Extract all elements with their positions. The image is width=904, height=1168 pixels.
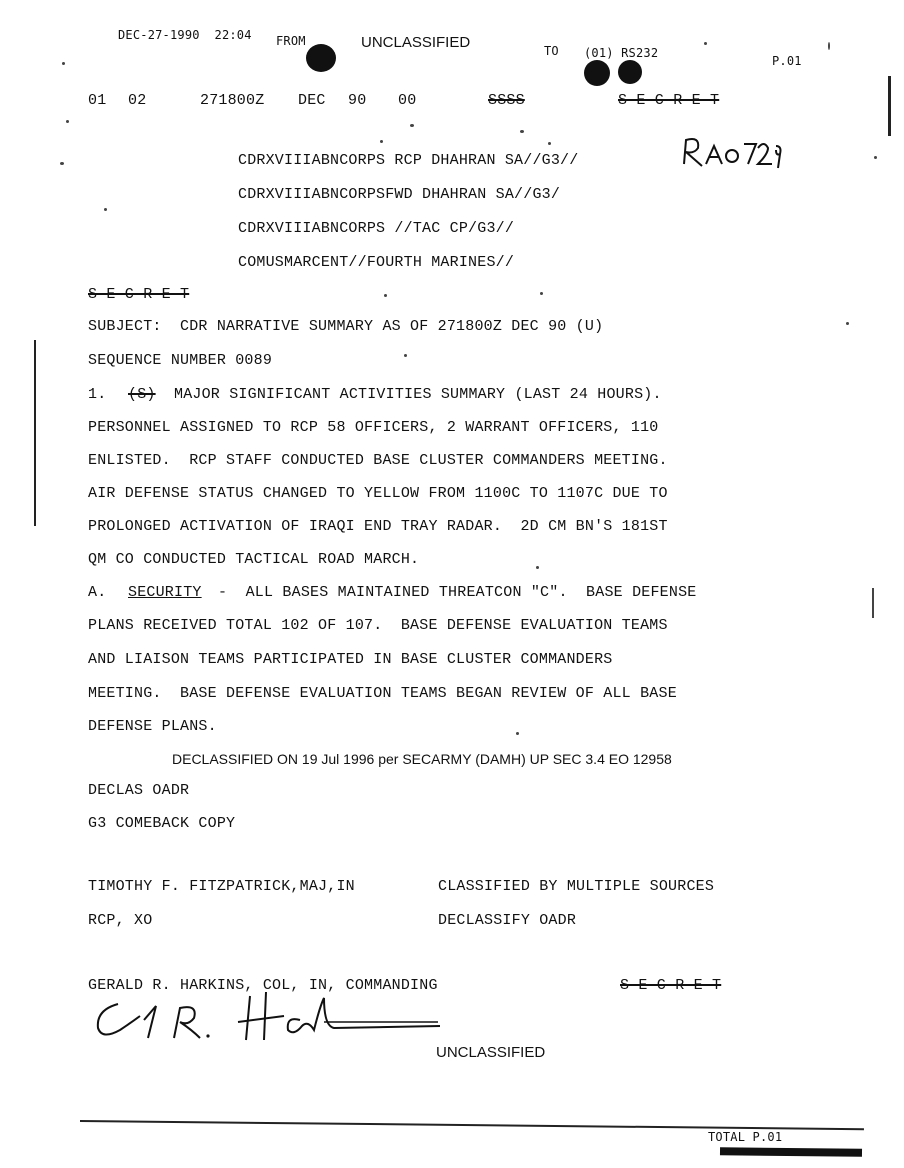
declassified-stamp: DECLASSIFIED ON 19 Jul 1996 per SECARMY (DAMH) UP SEC 3.4 EO 12958 (172, 751, 672, 767)
paraA-line-2: AND LIAISON TEAMS PARTICIPATED IN BASE CLUSTER COMMANDERS (88, 651, 613, 668)
speck (872, 588, 874, 618)
paraA-first-line: - ALL BASES MAINTAINED THREATCON "C". BASE DEFENSE (218, 584, 697, 601)
speck (60, 162, 64, 165)
subject-line: SUBJECT: CDR NARRATIVE SUMMARY AS OF 271800Z DEC 90 (U) (88, 318, 604, 335)
para1-line-2: ENLISTED. RCP STAFF CONDUCTED BASE CLUSTER COMMANDERS MEETING. (88, 452, 668, 469)
speck (846, 322, 849, 325)
para1-line-1: PERSONNEL ASSIGNED TO RCP 58 OFFICERS, 2 WARRANT OFFICERS, 110 (88, 419, 659, 436)
addressee-1: CDRXVIIIABNCORPS RCP DHAHRAN SA//G3// (238, 152, 579, 169)
paraA-heading: SECURITY (128, 584, 202, 601)
speck (384, 294, 387, 297)
fax-page-number: P.01 (772, 54, 802, 68)
redaction-dot (306, 44, 336, 72)
scan-artifact-left-bar (34, 340, 36, 526)
para1-line-3: AIR DEFENSE STATUS CHANGED TO YELLOW FROM 1100C TO 1107C DUE TO (88, 485, 668, 502)
declas-line: DECLAS OADR (88, 782, 190, 799)
msg-classification: S E C R E T (618, 92, 720, 109)
speck (516, 732, 519, 735)
paraA-line-1: PLANS RECEIVED TOTAL 102 OF 107. BASE DEFENSE EVALUATION TEAMS (88, 617, 668, 634)
speck (66, 120, 69, 123)
commander-line: GERALD R. HARKINS, COL, IN, COMMANDING (88, 977, 438, 994)
para1-mark: (S) (128, 386, 156, 403)
signer-name: TIMOTHY F. FITZPATRICK,MAJ,IN (88, 878, 355, 895)
speck (404, 354, 407, 357)
msg-dtg: 271800Z (200, 92, 265, 109)
para1-line-5: QM CO CONDUCTED TACTICAL ROAD MARCH. (88, 551, 420, 568)
speck (828, 42, 830, 50)
classification-mark: S E C R E T (88, 286, 190, 303)
msg-year: 90 (348, 92, 367, 109)
msg-col2: 02 (128, 92, 147, 109)
speck (704, 42, 707, 45)
speck (410, 124, 414, 127)
para1-number: 1. (88, 386, 107, 403)
msg-month: DEC (298, 92, 326, 109)
speck (536, 566, 539, 569)
classified-by: CLASSIFIED BY MULTIPLE SOURCES (438, 878, 715, 895)
speck (380, 140, 383, 143)
comeback-line: G3 COMEBACK COPY (88, 815, 236, 832)
speck (548, 142, 551, 145)
addressee-4: COMUSMARCENT//FOURTH MARINES// (238, 254, 515, 271)
bottom-classification-mark: S E C R E T (620, 977, 722, 994)
speck (104, 208, 107, 211)
para1-line-4: PROLONGED ACTIVATION OF IRAQI END TRAY RADAR. 2D CM BN'S 181ST (88, 518, 668, 535)
msg-col1: 01 (88, 92, 107, 109)
bottom-rule (80, 1120, 864, 1130)
speck (520, 130, 524, 133)
fax-datetime: DEC-27-1990 22:04 (118, 28, 252, 42)
scan-artifact-right-bar (888, 76, 891, 136)
msg-extra: 00 (398, 92, 417, 109)
redaction-dot (584, 60, 610, 86)
signature-graphic (88, 986, 458, 1056)
paraA-line-4: DEFENSE PLANS. (88, 718, 217, 735)
redaction-dot (618, 60, 642, 84)
bottom-rule-thick (720, 1147, 862, 1156)
total-pages: TOTAL P.01 (708, 1130, 783, 1144)
handwritten-note-text (690, 148, 696, 166)
sequence-line: SEQUENCE NUMBER 0089 (88, 352, 273, 369)
fax-from-label: FROM (276, 34, 306, 48)
msg-code: SSSS (488, 92, 525, 109)
footer-classification: UNCLASSIFIED (436, 1044, 546, 1061)
paraA-letter: A. (88, 584, 107, 601)
speck (874, 156, 877, 159)
fax-classification: UNCLASSIFIED (361, 34, 471, 51)
signer-title: RCP, XO (88, 912, 153, 929)
paraA-line-3: MEETING. BASE DEFENSE EVALUATION TEAMS BEGAN REVIEW OF ALL BASE (88, 685, 677, 702)
speck (62, 62, 65, 65)
declassify-line: DECLASSIFY OADR (438, 912, 577, 929)
addressee-2: CDRXVIIIABNCORPSFWD DHAHRAN SA//G3/ (238, 186, 561, 203)
fax-to-label: TO (544, 44, 559, 58)
speck (540, 292, 543, 295)
fax-to-value: (01) RS232 (584, 46, 659, 60)
addressee-3: CDRXVIIIABNCORPS //TAC CP/G3// (238, 220, 515, 237)
para1-heading: MAJOR SIGNIFICANT ACTIVITIES SUMMARY (LAST 24 HOURS). (174, 386, 662, 403)
